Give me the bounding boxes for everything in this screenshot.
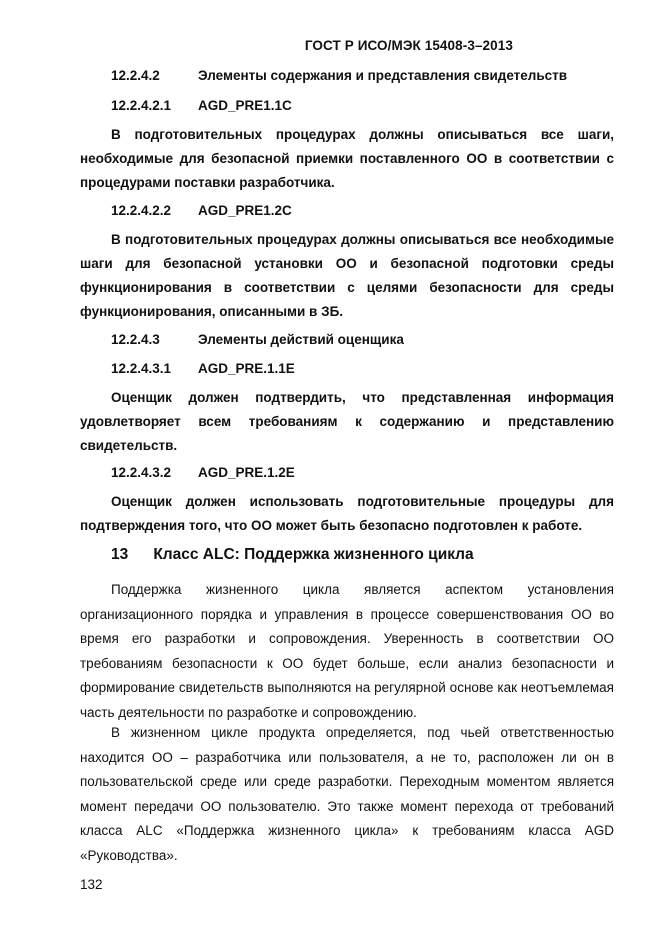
paragraph: Оценщик должен подтвердить, что представленная информация удовлетворяет всем требованиям к содержанию и представлению свидетельств. (80, 390, 614, 453)
subsection-number: 12.2.4.2 (111, 68, 160, 83)
document-header: ГОСТ Р ИСО/МЭК 15408-3–2013 (304, 38, 513, 53)
section-number: 13 (111, 546, 129, 563)
subsection-heading (111, 68, 567, 83)
subsection-title: AGD_PRE.1.2E (198, 465, 295, 480)
subsection-title: AGD_PRE.1.1E (198, 361, 295, 376)
subsection-number: 12.2.4.3.1 (111, 361, 172, 376)
body-paragraph: Поддержка жизненного цикла является аспектом установления организационного порядка и управления в процессе совершенствования ОО во время его разработки и сопровождения. Уверенность в соответствии ОО требованиям безопасности к ОО будет больше, если анализ безопасности и формирование свидетельств выполняются на регулярной основе как неотъемлемая часть деятельности по разработке и сопровождению. (80, 582, 614, 720)
section-title: Класс ALC: Поддержка жизненного цикла (153, 546, 474, 563)
subsection-title: AGD_PRE1.2C (198, 203, 292, 218)
subsection-heading (111, 465, 295, 480)
section-heading (111, 546, 474, 564)
paragraph: В подготовительных процедурах должны описываться все шаги, необходимые для безопасной приемки поставленного ОО в соответствии с процедурами поставки разработчика. (80, 127, 614, 190)
subsection-number: 12.2.4.2.1 (111, 98, 172, 113)
subsection-title: Элементы действий оценщика (198, 332, 404, 347)
subsection-number: 12.2.4.3 (111, 332, 160, 347)
subsection-number: 12.2.4.2.2 (111, 203, 172, 218)
subsection-title: Элементы содержания и представления свидетельств (198, 68, 568, 83)
subsection-heading (111, 361, 295, 376)
paragraph: Оценщик должен использовать подготовительные процедуры для подтверждения того, что ОО может быть безопасно подготовлен к работе. (80, 494, 614, 533)
subsection-number: 12.2.4.3.2 (111, 465, 172, 480)
subsection-heading (111, 98, 292, 113)
paragraph: В подготовительных процедурах должны описываться все необходимые шаги для безопасной установки ОО и безопасной подготовки среды функционирования в соответствии с целями безопасности для среды функционирования, описанными в ЗБ. (80, 232, 614, 319)
page-number: 132 (80, 877, 103, 892)
subsection-title: AGD_PRE1.1C (198, 98, 292, 113)
subsection-heading (111, 332, 404, 347)
subsection-heading (111, 203, 292, 218)
body-paragraph: В жизненном цикле продукта определяется, под чьей ответственностью находится ОО – разработчика или пользователя, а не то, расположен ли он в пользовательской среде или среде разработки. Переходным моментом является момент передачи ОО пользователю. Это также момент перехода от требований класса ALC «Поддержка жизненного цикла» к требованиям класса AGD «Руководства». (80, 725, 614, 863)
